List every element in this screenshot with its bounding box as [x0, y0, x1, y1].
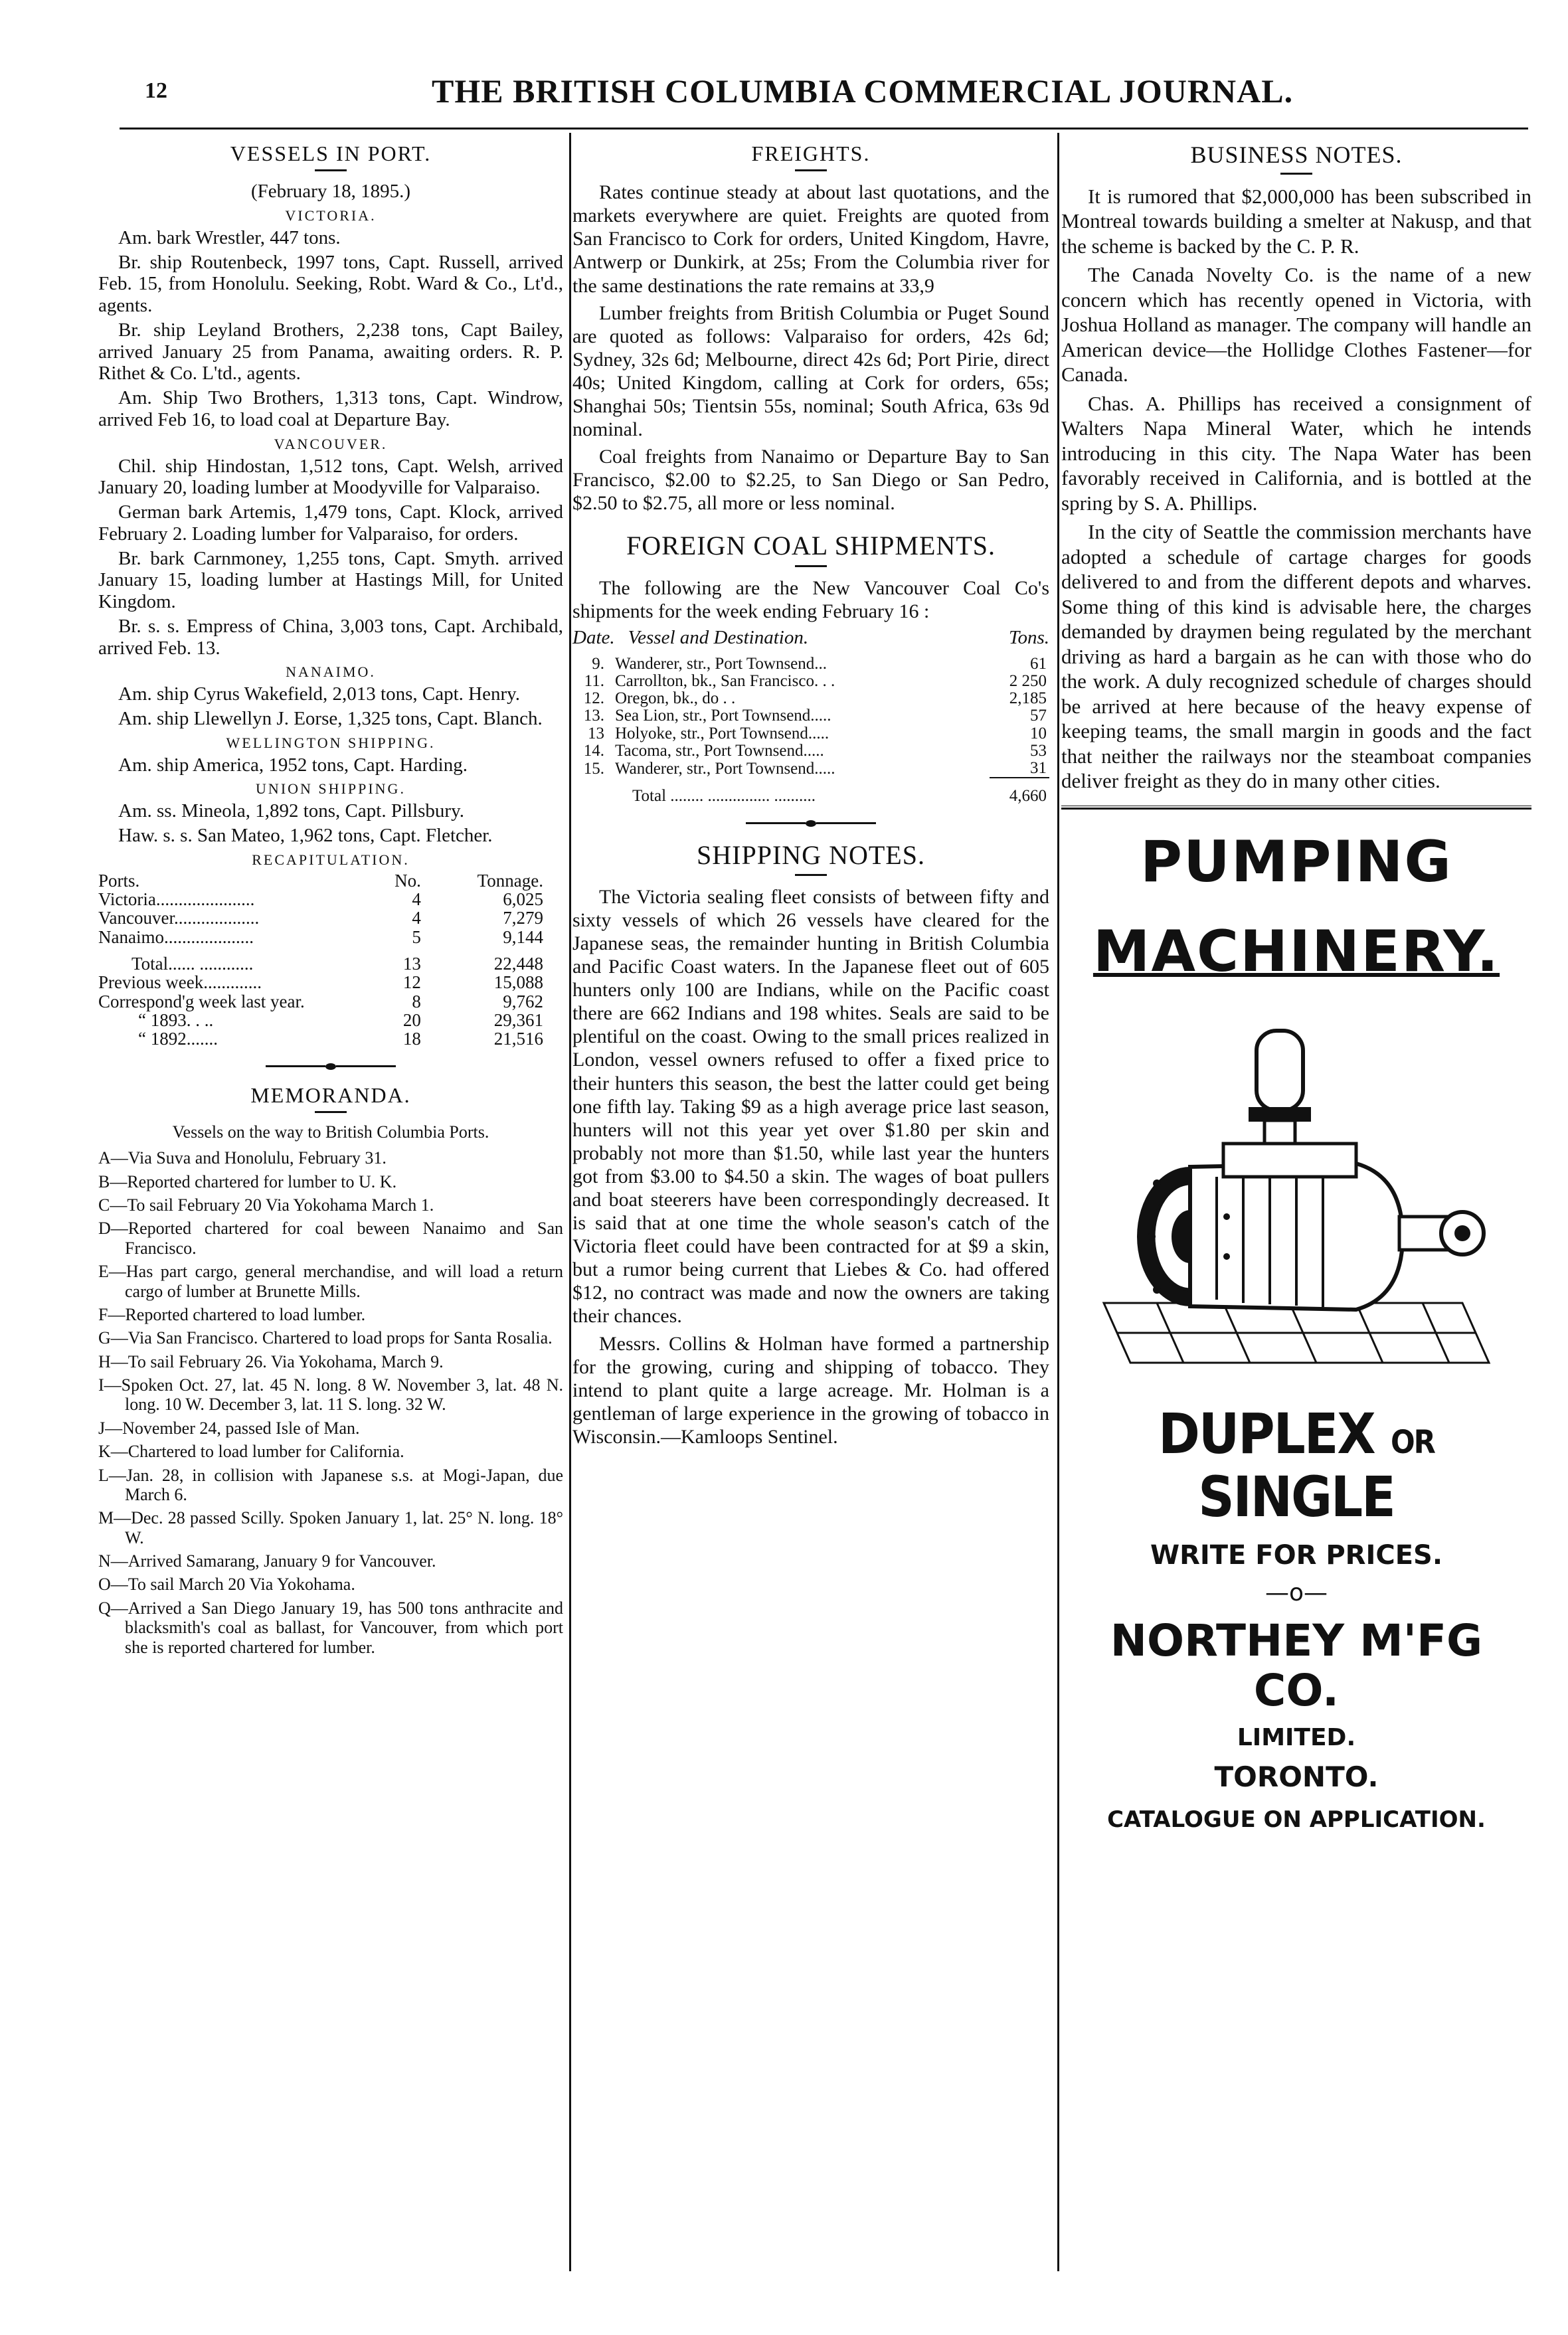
recap-label: RECAPITULATION. — [252, 851, 410, 868]
table-cell: Correspond'g week last year. — [98, 991, 305, 1011]
table-cell: Nanaimo.................... — [98, 926, 254, 947]
table-row — [572, 655, 1049, 673]
table-header: Tonnage. — [477, 870, 543, 891]
vessel-entry: German bark Artemis, 1,479 tons, Capt. Klock, arrived February 2. Loading lumber for Valparaiso, for orders. — [98, 501, 563, 545]
coal-intro: The following are the New Vancouver Coal Co's shipments for the week ending February 16 : — [572, 576, 1049, 622]
table-cell: 57 — [1030, 707, 1047, 725]
table-header: No. — [394, 870, 421, 891]
list-item: C—To sail February 20 Via Yokohama March 1. — [98, 1195, 434, 1215]
port-label-wellington: WELLINGTON SHIPPING. — [226, 734, 436, 751]
table-row — [572, 690, 1049, 707]
freights-paragraph: Rates continue steady at about last quotations, and the markets everywhere are quiet. Freights are quoted from San Francisco to Cork for orders, United Kingdom, Havre, Antwerp or Dunkirk, at 25s; From the Columbia river for the same destinations the rate remains at 33,9 — [572, 181, 1049, 297]
business-heading: BUSINESS NOTES. — [1190, 141, 1403, 168]
column-freights — [572, 136, 1049, 1452]
coal-heading: FOREIGN COAL SHIPMENTS. — [626, 531, 996, 561]
table-cell: Oregon, bk., do . . — [615, 689, 736, 708]
table-header: Date. — [572, 626, 615, 648]
table-cell: Holyoke, str., Port Townsend..... — [615, 724, 829, 742]
vessel-entry: Am. ship Cyrus Wakefield, 2,013 tons, Capt. Henry. — [118, 683, 520, 705]
table-cell: 2,185 — [1009, 689, 1047, 708]
table-cell: 13 — [402, 954, 421, 974]
business-paragraph: The Canada Novelty Co. is the name of a new concern which has recently opened in Victoria, with Joshua Holland as manager. The company will handle an American device—the Hollidge Clothes Fastener—for Canada. — [1061, 263, 1531, 387]
table-row — [572, 760, 1049, 778]
advert-title-line1: PUMPING — [1140, 828, 1453, 895]
list-item: I—Spoken Oct. 27, lat. 45 N. long. 8 W. November 3, lat. 48 N. long. 10 W. December 3, lat. 11 S. long. 32 W. — [98, 1375, 563, 1415]
column-vessels — [98, 136, 563, 1661]
table-cell: Tacoma, str., Port Townsend..... — [615, 741, 824, 760]
port-label-nanaimo: NANAIMO. — [286, 663, 376, 681]
shipping-heading: SHIPPING NOTES. — [697, 839, 925, 870]
table-cell — [572, 778, 612, 805]
table-cell: 20 — [402, 1010, 421, 1031]
shipping-paragraph: Messrs. Collins & Holman have formed a partnership for the growing, curing and shipping of tobacco. They intend to plant quite a large acreage. Mr. Holman is a gentleman of large experience in the growing of tobacco in Wisconsin.—Kamloops Sentinel. — [572, 1332, 1049, 1448]
table-cell: 61 — [1030, 654, 1047, 673]
table-cell: 4 — [412, 889, 421, 910]
column-rule-2 — [1057, 133, 1059, 2271]
advert-duplex: DUPLEX — [1158, 1401, 1375, 1467]
vessel-entry: Am. ss. Mineola, 1,892 tons, Capt. Pillsbury. — [118, 800, 464, 822]
list-item: F—Reported chartered to load lumber. — [98, 1304, 366, 1324]
list-item: K—Chartered to load lumber for California. — [98, 1442, 404, 1462]
vessel-entry: Chil. ship Hindostan, 1,512 tons, Capt. Welsh, arrived January 20, loading lumber at Moodyville for Valparaiso. — [98, 455, 563, 499]
table-row — [572, 707, 1049, 725]
table-row — [98, 946, 563, 973]
table-cell: 13 — [588, 724, 604, 742]
table-cell: 31 — [990, 760, 1049, 778]
table-cell: 15,088 — [493, 972, 543, 993]
divider — [795, 874, 827, 876]
table-row — [98, 1029, 563, 1048]
table-row — [98, 1011, 563, 1029]
table-cell: Previous week............. — [98, 972, 262, 993]
ornament-divider — [572, 812, 1049, 832]
table-cell: 9,762 — [503, 991, 543, 1011]
table-row — [98, 871, 563, 890]
table-cell: 12. — [583, 689, 604, 708]
list-item: L—Jan. 28, in collision with Japanese s.s. at Mogi-Japan, due March 6. — [98, 1465, 563, 1504]
divider — [1280, 173, 1312, 175]
memoranda-intro: Vessels on the way to British Columbia Ports. — [172, 1122, 489, 1142]
table-cell: 53 — [1030, 741, 1047, 760]
table-cell: 6,025 — [503, 889, 543, 910]
list-item: N—Arrived Samarang, January 9 for Vancouver. — [98, 1551, 436, 1571]
list-item: H—To sail February 26. Via Yokohama, March 9. — [98, 1351, 444, 1371]
vessel-entry: Am. ship Llewellyn J. Eorse, 1,325 tons, Capt. Blanch. — [118, 708, 543, 730]
divider — [795, 565, 827, 567]
table-row — [98, 992, 563, 1011]
vessel-entry: Haw. s. s. San Mateo, 1,962 tons, Capt. Fletcher. — [118, 825, 493, 847]
coal-table — [572, 655, 1049, 806]
advert-duplex-single — [1061, 1403, 1531, 1529]
advert-write-for-prices: WRITE FOR PRICES. — [1150, 1540, 1443, 1571]
business-paragraph: It is rumored that $2,000,000 has been subscribed in Montreal towards building a smelter at Nakusp, and that the scheme is backed by the C. P. R. — [1061, 184, 1531, 258]
advert-company: NORTHEY M'FG CO. — [1110, 1615, 1483, 1716]
list-item: O—To sail March 20 Via Yokohama. — [98, 1575, 355, 1595]
port-label-vancouver: VANCOUVER. — [274, 435, 388, 452]
table-cell: 13. — [583, 707, 604, 725]
list-item: A—Via Suva and Honolulu, February 31. — [98, 1148, 387, 1168]
list-item: Q—Arrived a San Diego January 19, has 500 tons anthracite and blacksmith's coal as ballast, for Vancouver, from which port she is reported chartered for lumber. — [98, 1598, 563, 1657]
pump-illustration — [1090, 1017, 1502, 1389]
table-row — [572, 742, 1049, 760]
table-header: Ports. — [98, 870, 140, 891]
list-item: B—Reported chartered for lumber to U. K. — [98, 1171, 397, 1191]
advert-or: OR — [1390, 1424, 1435, 1462]
list-item: J—November 24, passed Isle of Man. — [98, 1418, 360, 1438]
table-cell: “ 1893. . .. — [138, 1010, 214, 1031]
table-cell: Victoria...................... — [98, 889, 255, 910]
freights-heading: FREIGHTS. — [751, 141, 871, 165]
coal-total-label: Total ........ ............... .......... — [632, 786, 816, 805]
vessel-entry: Br. ship Leyland Brothers, 2,238 tons, Capt Bailey, arrived January 25 from Panama, awaiting orders. R. P. Rithet & Co. L'td., agents. — [98, 319, 563, 385]
table-cell: “ 1892....... — [138, 1029, 218, 1049]
table-cell: Wanderer, str., Port Townsend..... — [615, 759, 835, 778]
table-row — [572, 725, 1049, 742]
table-header: Vessel and Destination. — [628, 626, 809, 648]
table-row — [98, 928, 563, 946]
port-label-victoria: VICTORIA. — [285, 207, 377, 224]
column-business — [1061, 136, 1531, 1833]
divider — [315, 1111, 347, 1113]
vessel-entry: Br. s. s. Empress of China, 3,003 tons, Capt. Archibald, arrived Feb. 13. — [98, 615, 563, 659]
vessel-entry: Am. ship America, 1952 tons, Capt. Harding. — [118, 754, 468, 776]
business-paragraph: In the city of Seattle the commission merchants have adopted a schedule of cartage charges for goods delivered to and from the different depots and wharves. Some thing of this kind is advisable here, the charges demanded by draymen being regulated by the merchant driving as hard a bargain as he can with those who do the work. A duly recognized schedule of charges should be arrived at here because of the heavy expense of keeping teams, the small margin in goods and the fact that neither the railways nor the steamboat companies deliver freight as they do in many other cities. — [1061, 520, 1531, 793]
list-item: D—Reported chartered for coal beween Nanaimo and San Francisco. — [98, 1219, 563, 1258]
table-cell: 4 — [412, 908, 421, 928]
table-row — [98, 908, 563, 927]
table-cell: 18 — [402, 1029, 421, 1049]
table-cell: 7,279 — [503, 908, 543, 928]
recap-table — [98, 871, 563, 1049]
table-header: Tons. — [1008, 626, 1049, 648]
table-cell: 22,448 — [493, 954, 543, 974]
list-item: E—Has part cargo, general merchandise, and will load a return cargo of lumber at Brunette Mills. — [98, 1262, 563, 1301]
list-item: G—Via San Francisco. Chartered to load props for Santa Rosalia. — [98, 1328, 553, 1348]
advertisement — [1061, 829, 1531, 1833]
table-row — [98, 973, 563, 992]
page-number: 12 — [145, 78, 167, 103]
advert-city: TORONTO. — [1214, 1760, 1379, 1793]
table-cell: 15. — [583, 759, 604, 778]
table-cell: Total...... ............ — [131, 954, 254, 974]
vessel-entry: Am. Ship Two Brothers, 1,313 tons, Capt. Windrow, arrived Feb 16, to load coal at Departure Bay. — [98, 387, 563, 430]
memoranda-heading: MEMORANDA. — [250, 1082, 411, 1107]
table-cell: 11. — [584, 671, 604, 690]
table-cell: Carrollton, bk., San Francisco. . . — [615, 671, 835, 690]
advert-rule — [1061, 806, 1531, 810]
advert-title-line2: MACHINERY. — [1092, 918, 1500, 985]
table-cell: 9,144 — [503, 926, 543, 947]
business-paragraph: Chas. A. Phillips has received a consignment of Walters Napa Mineral Water, which he intends introducing in this city. The Napa Water has been favorably received in California, and is bottled at the spring by S. A. Phillips. — [1061, 391, 1531, 515]
table-cell: Sea Lion, str., Port Townsend..... — [615, 707, 831, 725]
table-cell: 29,361 — [493, 1010, 543, 1031]
port-label-union: UNION SHIPPING. — [256, 780, 406, 798]
table-cell: 14. — [583, 741, 604, 760]
vessel-entry: Br. ship Routenbeck, 1997 tons, Capt. Russell, arrived Feb. 15, from Honolulu. Seeking, Robt. Ward & Co., Lt'd., agents. — [98, 251, 563, 317]
divider — [315, 169, 347, 171]
divider — [795, 169, 827, 171]
coal-total-value: 4,660 — [1009, 787, 1047, 806]
header-rule — [120, 128, 1528, 130]
advert-single: SINGLE — [1198, 1464, 1395, 1530]
list-item: M—Dec. 28 passed Scilly. Spoken January 1, lat. 25° N. long. 18° W. — [98, 1508, 563, 1547]
freights-paragraph: Coal freights from Nanaimo or Departure Bay to San Francisco, $2.00 to $2.25, to San Diego or San Pedro, $2.50 to $2.75, all more or less nominal. — [572, 446, 1049, 515]
vessel-entry: Am. bark Wrestler, 447 tons. — [118, 226, 341, 248]
table-cell: Wanderer, str., Port Townsend... — [615, 654, 828, 673]
table-cell: 12 — [402, 972, 421, 993]
vessel-entry: Br. bark Carnmoney, 1,255 tons, Capt. Smyth. arrived January 15, loading lumber at Hastings Mill, for United Kingdom. — [98, 547, 563, 613]
table-cell: 9. — [592, 654, 604, 673]
table-cell: 2 250 — [1009, 671, 1047, 690]
advert-limited: LIMITED. — [1237, 1724, 1356, 1752]
ornament-divider — [98, 1055, 563, 1075]
table-cell: 5 — [412, 926, 421, 947]
freights-paragraph: Lumber freights from British Columbia or Puget Sound are quoted as follows: Valparaiso for orders, 42s 6d; Sydney, 32s 6d; Melbourne, direct 42s 6d; Port Pirie, direct 40s; United Kingdom, calling at Cork for orders, 65s; Shanghai 50s; Tientsin 55s, nominal; South Africa, 63s 9d nominal. — [572, 302, 1049, 441]
table-cell: Vancouver................... — [98, 908, 260, 928]
coal-table-header — [572, 627, 1049, 649]
table-cell: 10 — [1030, 724, 1047, 742]
advert-ornament: —o— — [1264, 1579, 1328, 1607]
vessels-heading: VESSELS IN PORT. — [230, 141, 432, 165]
table-row-total — [572, 778, 1049, 805]
shipping-paragraph: The Victoria sealing fleet consists of between fifty and sixty vessels of which 26 vessels have cleared for the Japanese seas, the remainder hunting in British Columbia and Pacific Coast waters. In the Japanese fleet out of 605 hunters only 100 are Indians, while on the Pacific coast there are 662 Indians and 198 whites. Seals are said to be plentiful on the coast. Owing to the small prices realized in London, vessel owners refused to offer a fixed price to their hunters this season, the best the latter could get being one fifth lay. Taking $9 as a high average price last season, hunters will not this year yet over $1.80 per skin and probably not more than $1.50, while last year the hunters got from $3.00 to $4.50 a skin. The wages of boat pullers and boat steerers have been correspondingly decreased. It is said that at one time the whole season's catch of the Victoria fleet could have been contracted for at $9 a skin, but a rumor being current that Liebes & Co. had offered $12, no contract was made and now the owners are taking their chances. — [572, 885, 1049, 1328]
journal-title: THE BRITISH COLUMBIA COMMERCIAL JOURNAL. — [432, 72, 1294, 110]
column-rule-1 — [569, 133, 571, 2271]
vessels-date: (February 18, 1895.) — [250, 181, 410, 203]
table-cell: 21,516 — [493, 1029, 543, 1049]
table-row — [572, 673, 1049, 690]
table-cell: 8 — [412, 991, 421, 1011]
table-row — [98, 890, 563, 908]
advert-catalogue: CATALOGUE ON APPLICATION. — [1107, 1806, 1486, 1834]
